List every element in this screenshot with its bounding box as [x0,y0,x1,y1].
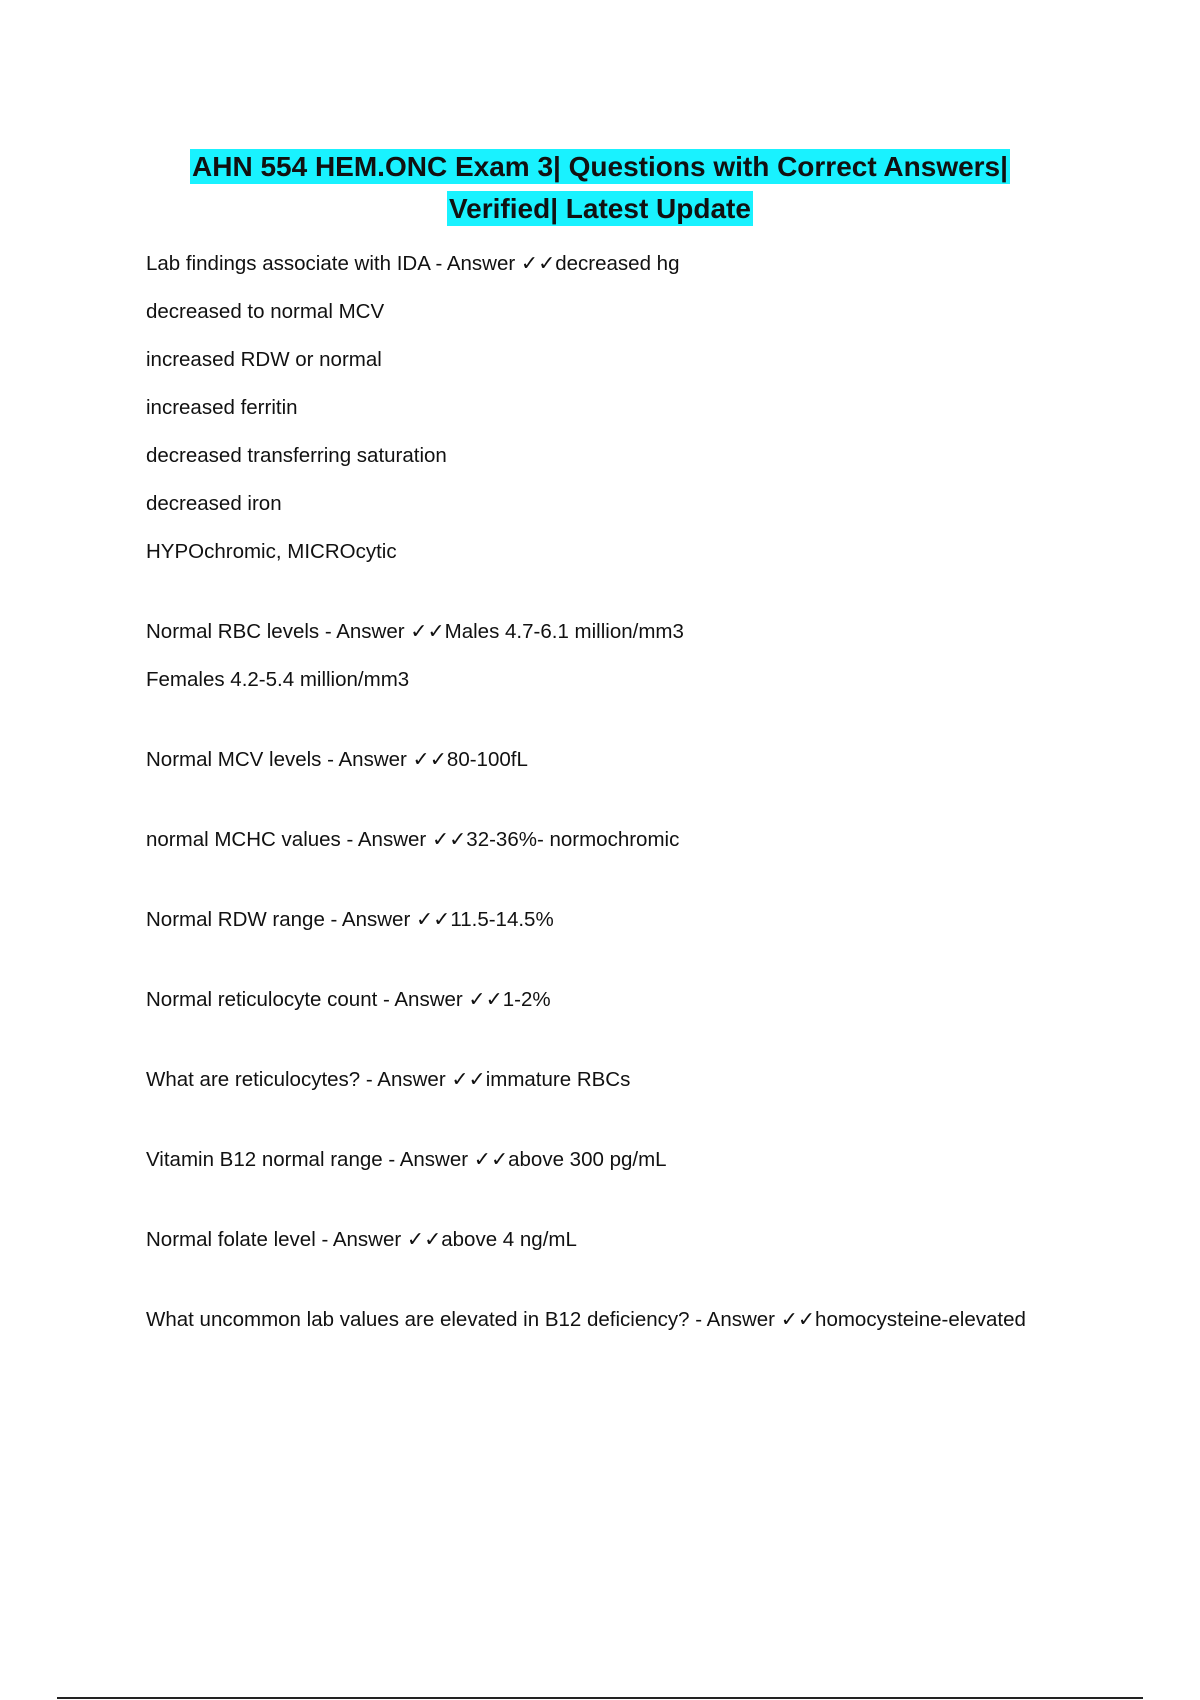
qa-line: Normal reticulocyte count - Answer ✓✓1-2% [146,988,551,1011]
spacer [146,1032,1046,1064]
qa-line: Normal MCV levels - Answer ✓✓80-100fL [146,748,528,771]
qa-line: Females 4.2-5.4 million/mm3 [146,668,410,691]
qa-line: decreased to normal MCV [146,300,385,323]
qa-line: Vitamin B12 normal range - Answer ✓✓above 300 pg/mL [146,1148,667,1171]
qa-item [146,904,1046,936]
qa-list [146,248,1046,1336]
qa-item [146,1064,1046,1096]
qa-line: What uncommon lab values are elevated in B12 deficiency? - Answer ✓✓homocysteine-elevated [146,1308,1026,1331]
qa-item [146,248,1046,568]
qa-line: increased ferritin [146,396,298,419]
spacer [146,712,1046,744]
qa-line: HYPOchromic, MICROcytic [146,540,397,563]
title-line-2: Verified| Latest Update [449,193,751,224]
qa-item [146,1144,1046,1176]
qa-item [146,824,1046,856]
qa-line: Lab findings associate with IDA - Answer ✓✓decreased hg [146,252,680,275]
title-line-1: AHN 554 HEM.ONC Exam 3| Questions with Correct Answers| [192,151,1008,182]
qa-item [146,1224,1046,1256]
qa-line: Normal RBC levels - Answer ✓✓Males 4.7-6.1 million/mm3 [146,620,684,643]
spacer [146,872,1046,904]
qa-line: increased RDW or normal [146,348,382,371]
footer-divider [57,1697,1143,1699]
qa-line: What are reticulocytes? - Answer ✓✓immature RBCs [146,1068,631,1091]
spacer [146,952,1046,984]
qa-line: decreased iron [146,492,282,515]
qa-item [146,1304,1046,1336]
qa-line: decreased transferring saturation [146,444,447,467]
spacer [146,1112,1046,1144]
spacer [146,584,1046,616]
qa-item [146,744,1046,776]
spacer [146,792,1046,824]
spacer [146,1192,1046,1224]
qa-line: Normal RDW range - Answer ✓✓11.5-14.5% [146,908,554,931]
qa-item [146,984,1046,1016]
qa-item [146,616,1046,696]
spacer [146,1272,1046,1304]
document-title [150,146,1050,230]
qa-line: Normal folate level - Answer ✓✓above 4 ng/mL [146,1228,577,1251]
qa-line: normal MCHC values - Answer ✓✓32-36%- normochromic [146,828,680,851]
